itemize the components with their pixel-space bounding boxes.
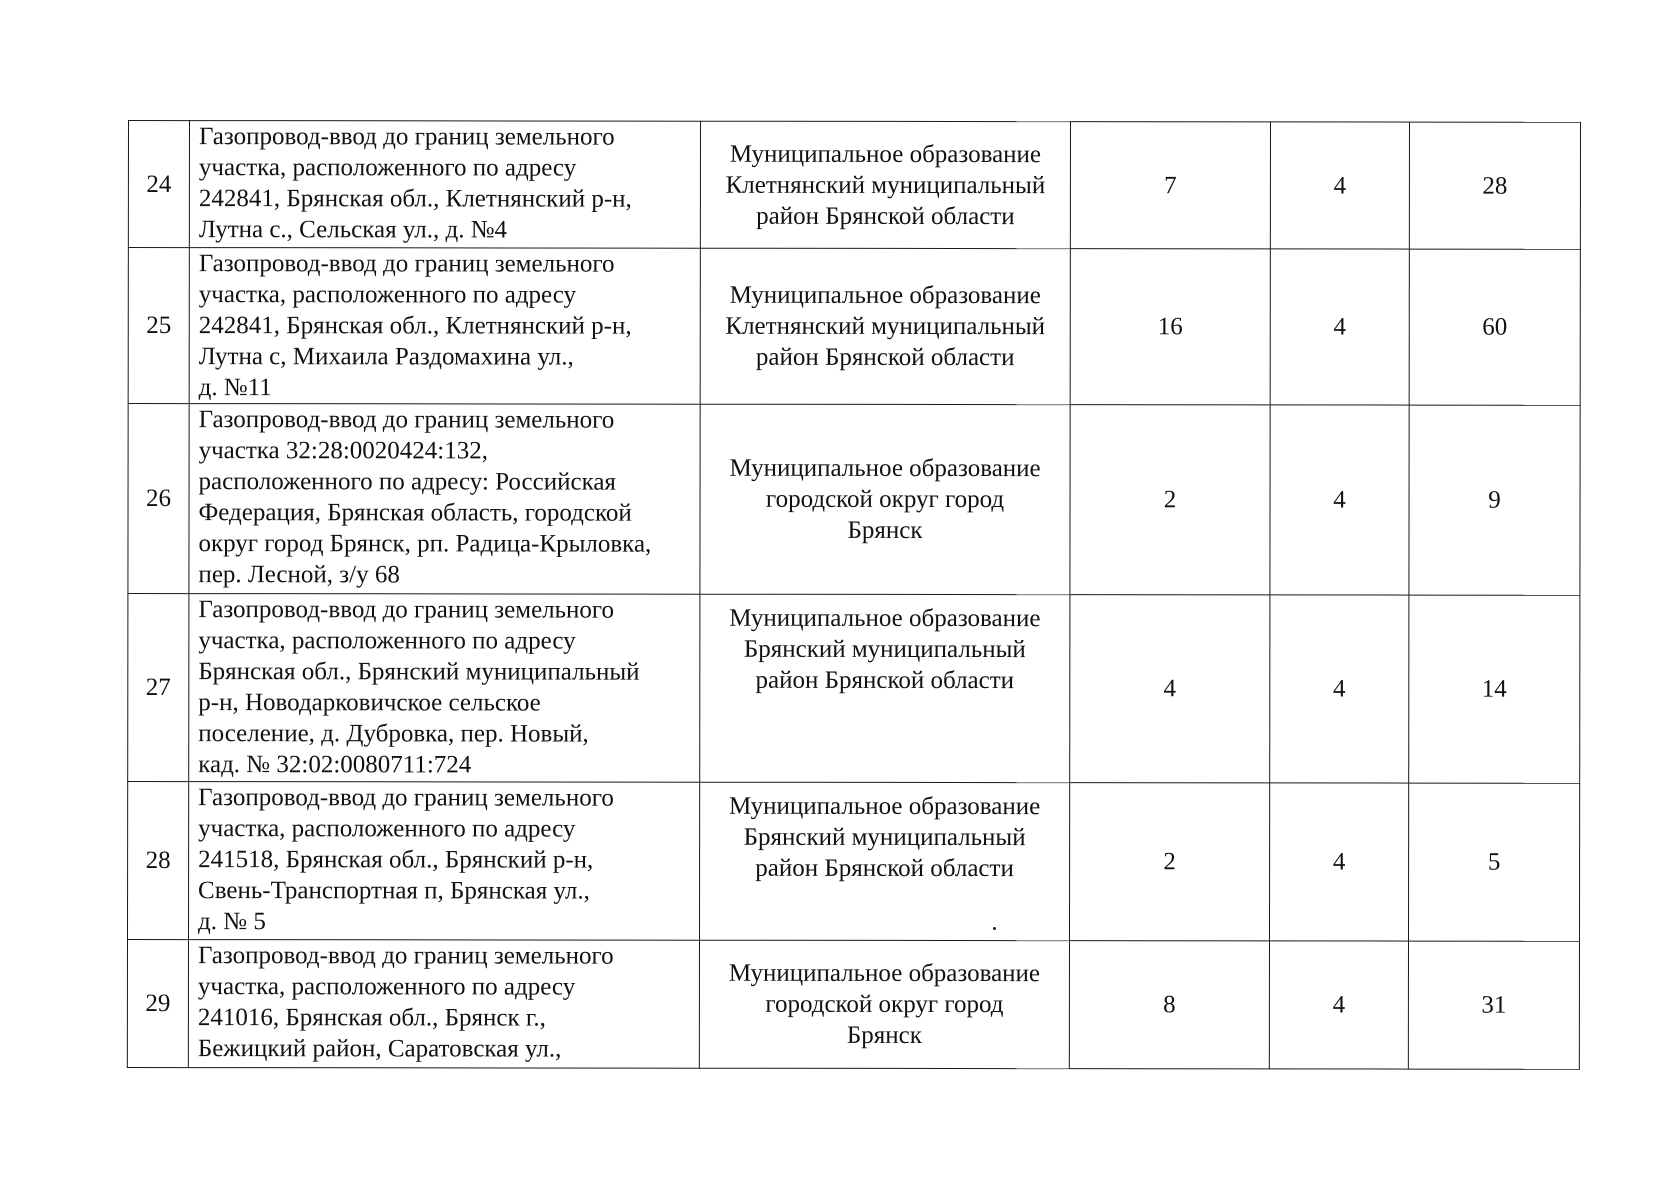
table-row bbox=[128, 248, 1580, 406]
value-3: 14 bbox=[1409, 595, 1580, 783]
municipality-cell bbox=[699, 940, 1069, 1068]
row-number: 29 bbox=[127, 940, 188, 1068]
municipality: Муниципальное образование Брянский муниципальный район Брянской области bbox=[729, 792, 1041, 883]
value-3: 28 bbox=[1409, 122, 1580, 249]
value-1: 8 bbox=[1069, 941, 1269, 1069]
object-name: Газопровод-ввод до границ земельного участка, расположенного по адресу 242841, Брянская обл., Клетнянский р-н, Лутна с, Михаила Раздомахина ул., д. №11 bbox=[198, 250, 632, 402]
gas-pipeline-table bbox=[127, 120, 1581, 1070]
table-row bbox=[128, 404, 1580, 596]
object-name-cell bbox=[189, 594, 700, 783]
object-name: Газопровод-ввод до границ земельного участка 32:28:0020424:132, расположенного по адресу: Российская Федерация, Брянская область, городской округ город Брянск, рп. Радица-Крыловка, пер. Лесной, з/у 68 bbox=[198, 406, 652, 589]
municipality-cell bbox=[700, 121, 1070, 248]
value-2: 4 bbox=[1270, 249, 1409, 405]
table-row bbox=[127, 782, 1579, 942]
value-3: 9 bbox=[1409, 405, 1580, 595]
value-2: 4 bbox=[1269, 783, 1408, 941]
value-2: 4 bbox=[1270, 122, 1409, 249]
value-1: 2 bbox=[1069, 783, 1269, 941]
municipality-cell bbox=[700, 248, 1070, 404]
object-name-cell bbox=[189, 404, 700, 595]
object-name-cell bbox=[189, 121, 700, 249]
municipality-cell bbox=[700, 594, 1070, 782]
object-name-cell bbox=[188, 782, 699, 941]
municipality-cell bbox=[699, 782, 1069, 940]
value-1: 7 bbox=[1070, 122, 1270, 249]
value-2: 4 bbox=[1270, 405, 1409, 595]
row-number: 26 bbox=[128, 404, 189, 594]
scan-speck bbox=[993, 927, 996, 930]
value-1: 2 bbox=[1070, 405, 1270, 595]
table-row bbox=[128, 121, 1580, 250]
table-row bbox=[128, 594, 1580, 784]
object-name-cell bbox=[188, 940, 699, 1069]
municipality: Муниципальное образование Брянский муниципальный район Брянской области bbox=[729, 604, 1041, 695]
object-name: Газопровод-ввод до границ земельного участка, расположенного по адресу 241518, Брянская обл., Брянский р-н, Свень-Транспортная п, Брянская ул., д. № 5 bbox=[198, 784, 614, 936]
object-name-cell bbox=[189, 248, 700, 405]
value-2: 4 bbox=[1270, 595, 1409, 783]
table-body bbox=[127, 121, 1580, 1070]
value-3: 60 bbox=[1409, 249, 1580, 405]
municipality: Муниципальное образование городской округ город Брянск bbox=[728, 959, 1041, 1049]
municipality: Муниципальное образование Клетнянский муниципальный район Брянской области bbox=[725, 281, 1046, 372]
value-3: 5 bbox=[1408, 783, 1579, 941]
table-row bbox=[127, 940, 1579, 1070]
value-3: 31 bbox=[1408, 941, 1579, 1069]
row-number: 28 bbox=[127, 782, 188, 940]
value-2: 4 bbox=[1269, 941, 1408, 1069]
value-1: 16 bbox=[1070, 249, 1270, 405]
value-1: 4 bbox=[1070, 595, 1270, 783]
object-name: Газопровод-ввод до границ земельного участка, расположенного по адресу 241016, Брянская обл., Брянск г., Бежицкий район, Саратовская ул., bbox=[197, 942, 614, 1063]
municipality: Муниципальное образование Клетнянский муниципальный район Брянской области bbox=[725, 140, 1046, 230]
object-name: Газопровод-ввод до границ земельного участка, расположенного по адресу 242841, Брянская обл., Клетнянский р-н, Лутна с., Сельская ул., д. №4 bbox=[198, 123, 632, 244]
row-number: 25 bbox=[128, 248, 189, 404]
row-number: 24 bbox=[128, 121, 189, 248]
municipality-cell bbox=[700, 404, 1070, 594]
municipality: Муниципальное образование городской округ город Брянск bbox=[729, 454, 1041, 544]
row-number: 27 bbox=[128, 594, 189, 782]
object-name: Газопровод-ввод до границ земельного участка, расположенного по адресу Брянская обл., Брянский муниципальный р-н, Новодарковичское сельское поселение, д. Дубровка, пер. Новый, кад. № 32:02:0080711:724 bbox=[198, 596, 640, 779]
